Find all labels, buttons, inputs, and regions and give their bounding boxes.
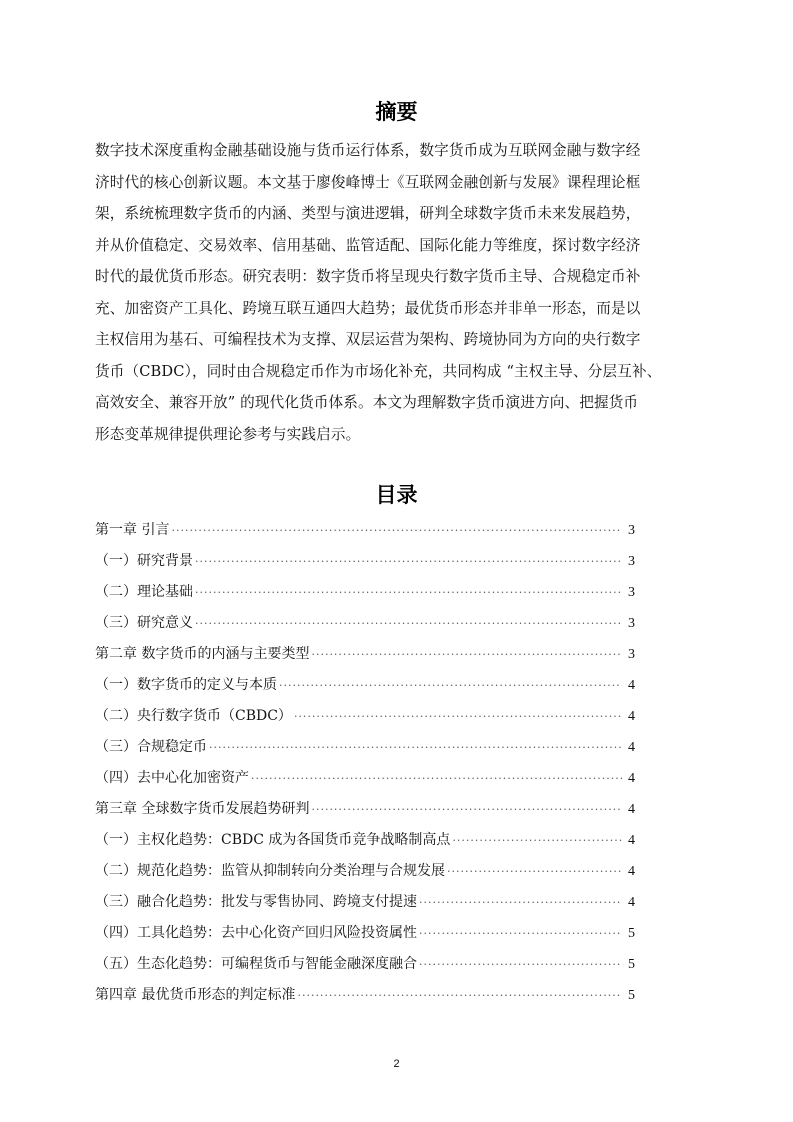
toc-entry[interactable] — [95, 918, 635, 949]
toc-leader-dots — [195, 608, 622, 639]
toc-leader-dots — [279, 670, 622, 701]
toc-entry-page: 3 — [628, 523, 635, 538]
toc-entry[interactable] — [95, 701, 635, 732]
abstract-line: 主权信用为基石、可编程技术为支撑、双层运营为架构、跨境协同为方向的央行数字 — [95, 331, 641, 348]
toc-entry-page: 5 — [628, 988, 635, 1003]
toc-entry-page: 4 — [628, 802, 635, 817]
toc-entry-label: （一）数字货币的定义与本质 — [95, 677, 277, 693]
toc-entry[interactable] — [95, 577, 635, 608]
toc-entry-label: （二）理论基础 — [95, 584, 193, 600]
toc-entry-label: （一）主权化趋势：CBDC 成为各国货币竞争战略制高点 — [95, 832, 451, 848]
abstract-line: 充、加密资产工具化、跨境互联互通四大趋势；最优货币形态并非单一形态，而是以 — [95, 299, 641, 317]
toc-entry-label: （二）央行数字货币（CBDC） — [95, 708, 292, 724]
toc-entry[interactable] — [95, 732, 635, 763]
abstract-line: 高效安全、兼容开放” 的现代化货币体系。本文为理解数字货币演进方向、把握货币 — [95, 394, 639, 411]
toc-entry[interactable] — [95, 670, 635, 701]
toc-entry[interactable] — [95, 763, 635, 794]
toc-entry-label: 第三章 全球数字货币发展趋势研判 — [95, 801, 310, 817]
toc-entry-page: 3 — [628, 647, 635, 662]
toc-entry[interactable] — [95, 608, 635, 639]
toc-entry[interactable] — [95, 887, 635, 918]
toc-entry-page: 3 — [628, 554, 635, 569]
toc-entry-label: （一）研究背景 — [95, 553, 193, 569]
abstract-line: 并从价值稳定、交易效率、信用基础、监管适配、国际化能力等维度，探讨数字经济 — [95, 236, 641, 254]
toc-entry-label: （三）研究意义 — [95, 615, 193, 631]
toc-leader-dots — [419, 887, 622, 918]
toc-entry-page: 4 — [628, 678, 635, 693]
toc-entry[interactable] — [95, 794, 635, 825]
toc-entry-label: （三）合规稳定币 — [95, 739, 207, 755]
toc-entry-page: 4 — [628, 833, 635, 848]
toc-leader-dots — [311, 794, 622, 825]
toc-entry-label: 第四章 最优货币形态的判定标准 — [95, 987, 296, 1003]
toc-entry[interactable] — [95, 515, 635, 546]
toc-entry-page: 4 — [628, 771, 635, 786]
page-number: 2 — [393, 1058, 400, 1070]
toc-leader-dots — [195, 546, 622, 577]
toc-entry-page: 5 — [628, 926, 635, 941]
toc-entry-page: 3 — [628, 616, 635, 631]
toc-entry[interactable] — [95, 980, 635, 1011]
toc-leader-dots — [452, 825, 622, 856]
toc-entry-label: （四）去中心化加密资产 — [95, 770, 249, 786]
toc-leader-dots — [251, 763, 622, 794]
abstract-line: 济时代的核心创新议题。本文基于廖俊峰博士《互联网金融创新与发展》课程理论框 — [95, 173, 641, 191]
toc-leader-dots — [311, 639, 622, 670]
toc-leader-dots — [294, 701, 622, 732]
toc-entry-page: 4 — [628, 864, 635, 879]
abstract-line: 数字技术深度重构金融基础设施与货币运行体系，数字货币成为互联网金融与数字经 — [95, 142, 641, 159]
abstract-body — [95, 135, 695, 450]
toc-leader-dots — [447, 856, 622, 887]
toc-entry[interactable] — [95, 639, 635, 670]
toc-entry-label: 第二章 数字货币的内涵与主要类型 — [95, 646, 310, 662]
toc-entry-label: （三）融合化趋势：批发与零售协同、跨境支付提速 — [95, 894, 417, 910]
toc-entry-label: （四）工具化趋势：去中心化资产回归风险投资属性 — [95, 925, 417, 941]
toc-leader-dots — [171, 515, 622, 546]
toc-entry-page: 4 — [628, 895, 635, 910]
abstract-line: 形态变革规律提供理论参考与实践启示。 — [95, 425, 361, 443]
toc-leader-dots — [419, 918, 622, 949]
toc-entry[interactable] — [95, 856, 635, 887]
abstract-heading: 摘要 — [375, 100, 418, 124]
toc-entry-page: 5 — [628, 957, 635, 972]
toc-leader-dots — [195, 577, 622, 608]
toc-entry[interactable] — [95, 825, 635, 856]
toc-entry-page: 4 — [628, 740, 635, 755]
abstract-line: 时代的最优货币形态。研究表明：数字货币将呈现央行数字货币主导、合规稳定币补 — [95, 268, 641, 285]
abstract-line: 架，系统梳理数字货币的内涵、类型与演进逻辑，研判全球数字货币未来发展趋势， — [95, 205, 641, 222]
toc-entry-page: 3 — [628, 585, 635, 600]
toc-entry[interactable] — [95, 546, 635, 577]
toc-entry-label: （五）生态化趋势：可编程货币与智能金融深度融合 — [95, 956, 417, 972]
toc-entry[interactable] — [95, 949, 635, 980]
table-of-contents — [95, 515, 635, 1011]
toc-leader-dots — [419, 949, 622, 980]
toc-entry-page: 4 — [628, 709, 635, 724]
toc-leader-dots — [209, 732, 622, 763]
toc-entry-label: 第一章 引言 — [95, 522, 170, 538]
toc-heading: 目录 — [375, 483, 418, 507]
toc-leader-dots — [297, 980, 622, 1011]
toc-entry-label: （二）规范化趋势：监管从抑制转向分类治理与合规发展 — [95, 863, 445, 879]
abstract-line: 货币（CBDC），同时由合规稳定币作为市场化补充，共同构成 “主权主导、分层互补、 — [95, 362, 662, 380]
